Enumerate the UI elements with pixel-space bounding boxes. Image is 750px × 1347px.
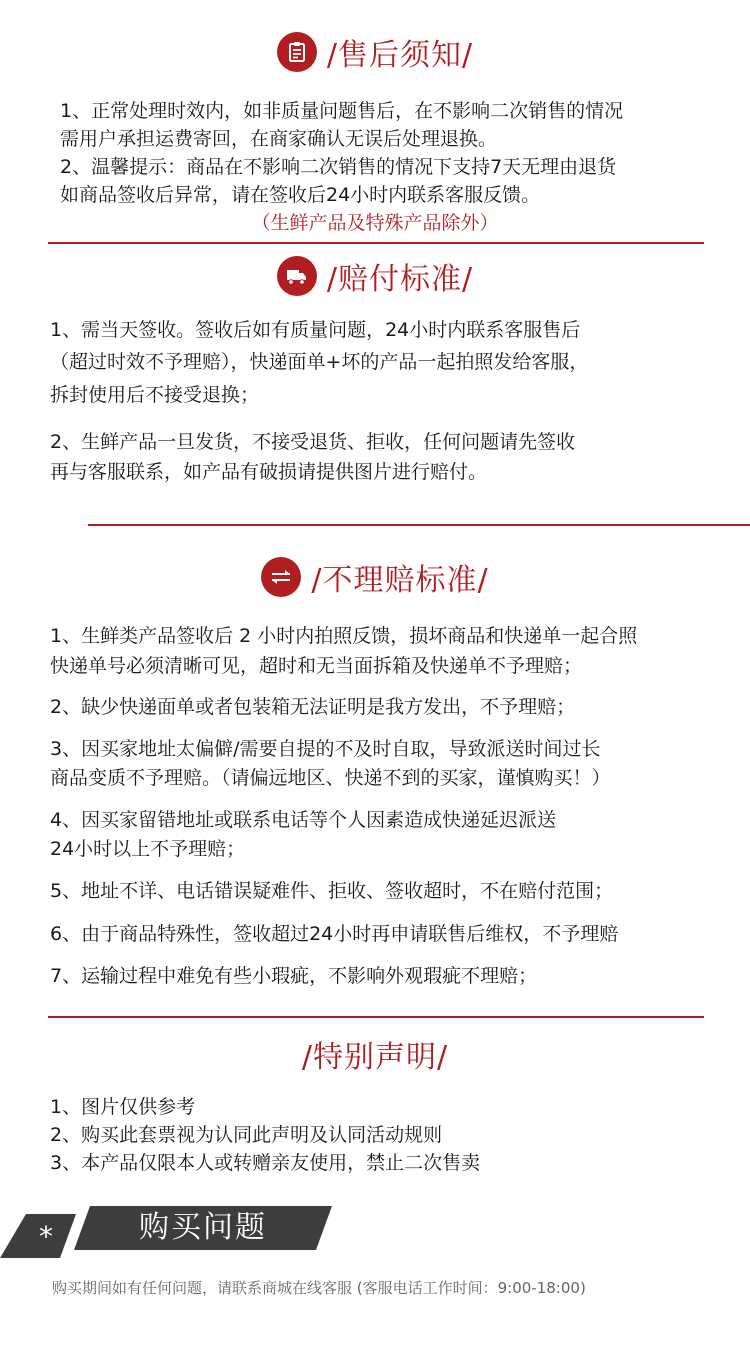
after-sales-line-3: 2、温馨提示：商品在不影响二次销售的情况下支持7天无理由退货 — [60, 156, 617, 178]
divider — [48, 1016, 704, 1018]
no-compensation-line-3: 2、缺少快递面单或者包装箱无法证明是我方发出，不予理赔； — [50, 696, 576, 718]
compensation-line-4: 2、生鲜产品一旦发货，不接受退货、拒收，任何问题请先签收 — [50, 431, 576, 453]
no-compensation-line-8: 5、地址不详、电话错误疑难件、拒收、签收超时，不在赔付范围； — [50, 880, 614, 902]
no-compensation-line-1: 1、生鲜类产品签收后 2 小时内拍照反馈，损坏商品和快递单一起合照 — [50, 625, 638, 647]
no-compensation-line-2: 快递单号必须清晰可见，超时和无当面拆箱及快递单不予理赔； — [50, 655, 583, 677]
compensation-line-3: 拆封使用后不接受退换； — [50, 384, 260, 406]
compensation-header — [0, 254, 750, 297]
special-statement-title: /特别声明/ — [301, 1040, 449, 1075]
star-icon: * — [39, 1220, 53, 1253]
compensation-line-1: 1、需当天签收。签收后如有质量问题，24小时内联系客服售后 — [50, 319, 581, 341]
after-sales-line-2: 需用户承担运费寄回，在商家确认无误后处理退换。 — [60, 128, 498, 150]
exchange-arrows-icon — [261, 557, 301, 597]
statement-line-1: 1、图片仅供参考 — [50, 1096, 196, 1118]
after-sales-line-1: 1、正常处理时效内，如非质量问题售后，在不影响二次销售的情况 — [60, 100, 624, 122]
no-compensation-line-7: 24小时以上不予理赔； — [50, 838, 246, 860]
delivery-truck-icon — [277, 256, 317, 296]
no-compensation-line-6: 4、因买家留错地址或联系电话等个人因素造成快递延迟派送 — [50, 809, 557, 831]
no-compensation-line-9: 6、由于商品特殊性，签收超过24小时再申请联售后维权，不予理赔 — [50, 923, 619, 945]
statement-line-2: 2、购买此套票视为认同此声明及认同活动规则 — [50, 1124, 443, 1146]
compensation-line-2: （超过时效不予理赔），快递面单+坏的产品一起拍照发给客服， — [50, 351, 589, 373]
no-compensation-header — [0, 555, 750, 598]
purchase-questions-banner — [0, 1206, 340, 1258]
exception-note: （生鲜产品及特殊产品除外） — [251, 212, 499, 234]
after-sales-header — [0, 30, 750, 73]
compensation-line-5: 再与客服联系，如产品有破损请提供图片进行赔付。 — [50, 461, 488, 483]
after-sales-line-4: 如商品签收后异常，请在签收后24小时内联系客服反馈。 — [60, 184, 541, 206]
no-compensation-line-10: 7、运输过程中难免有些小瑕疵，不影响外观瑕疵不理赔； — [50, 965, 538, 987]
no-compensation-line-4: 3、因买家地址太偏僻/需要自提的不及时自取，导致派送时间过长 — [50, 738, 601, 760]
after-sales-title: /售后须知/ — [326, 38, 474, 73]
divider — [88, 524, 750, 526]
clipboard-icon — [277, 32, 317, 72]
compensation-title: /赔付标准/ — [326, 262, 474, 297]
statement-line-3: 3、本产品仅限本人或转赠亲友使用，禁止二次售卖 — [50, 1152, 481, 1174]
special-statement-header — [0, 1032, 750, 1075]
no-compensation-line-5: 商品变质不予理赔。（请偏远地区、快递不到的买家，谨慎购买！） — [50, 767, 611, 789]
footer-contact-note: 购买期间如有任何问题，请联系商城在线客服 (客服电话工作时间：9:00-18:00) — [52, 1279, 586, 1297]
divider — [48, 242, 704, 244]
no-compensation-title: /不理赔标准/ — [311, 563, 489, 598]
purchase-questions-title: 购买问题 — [139, 1210, 267, 1245]
